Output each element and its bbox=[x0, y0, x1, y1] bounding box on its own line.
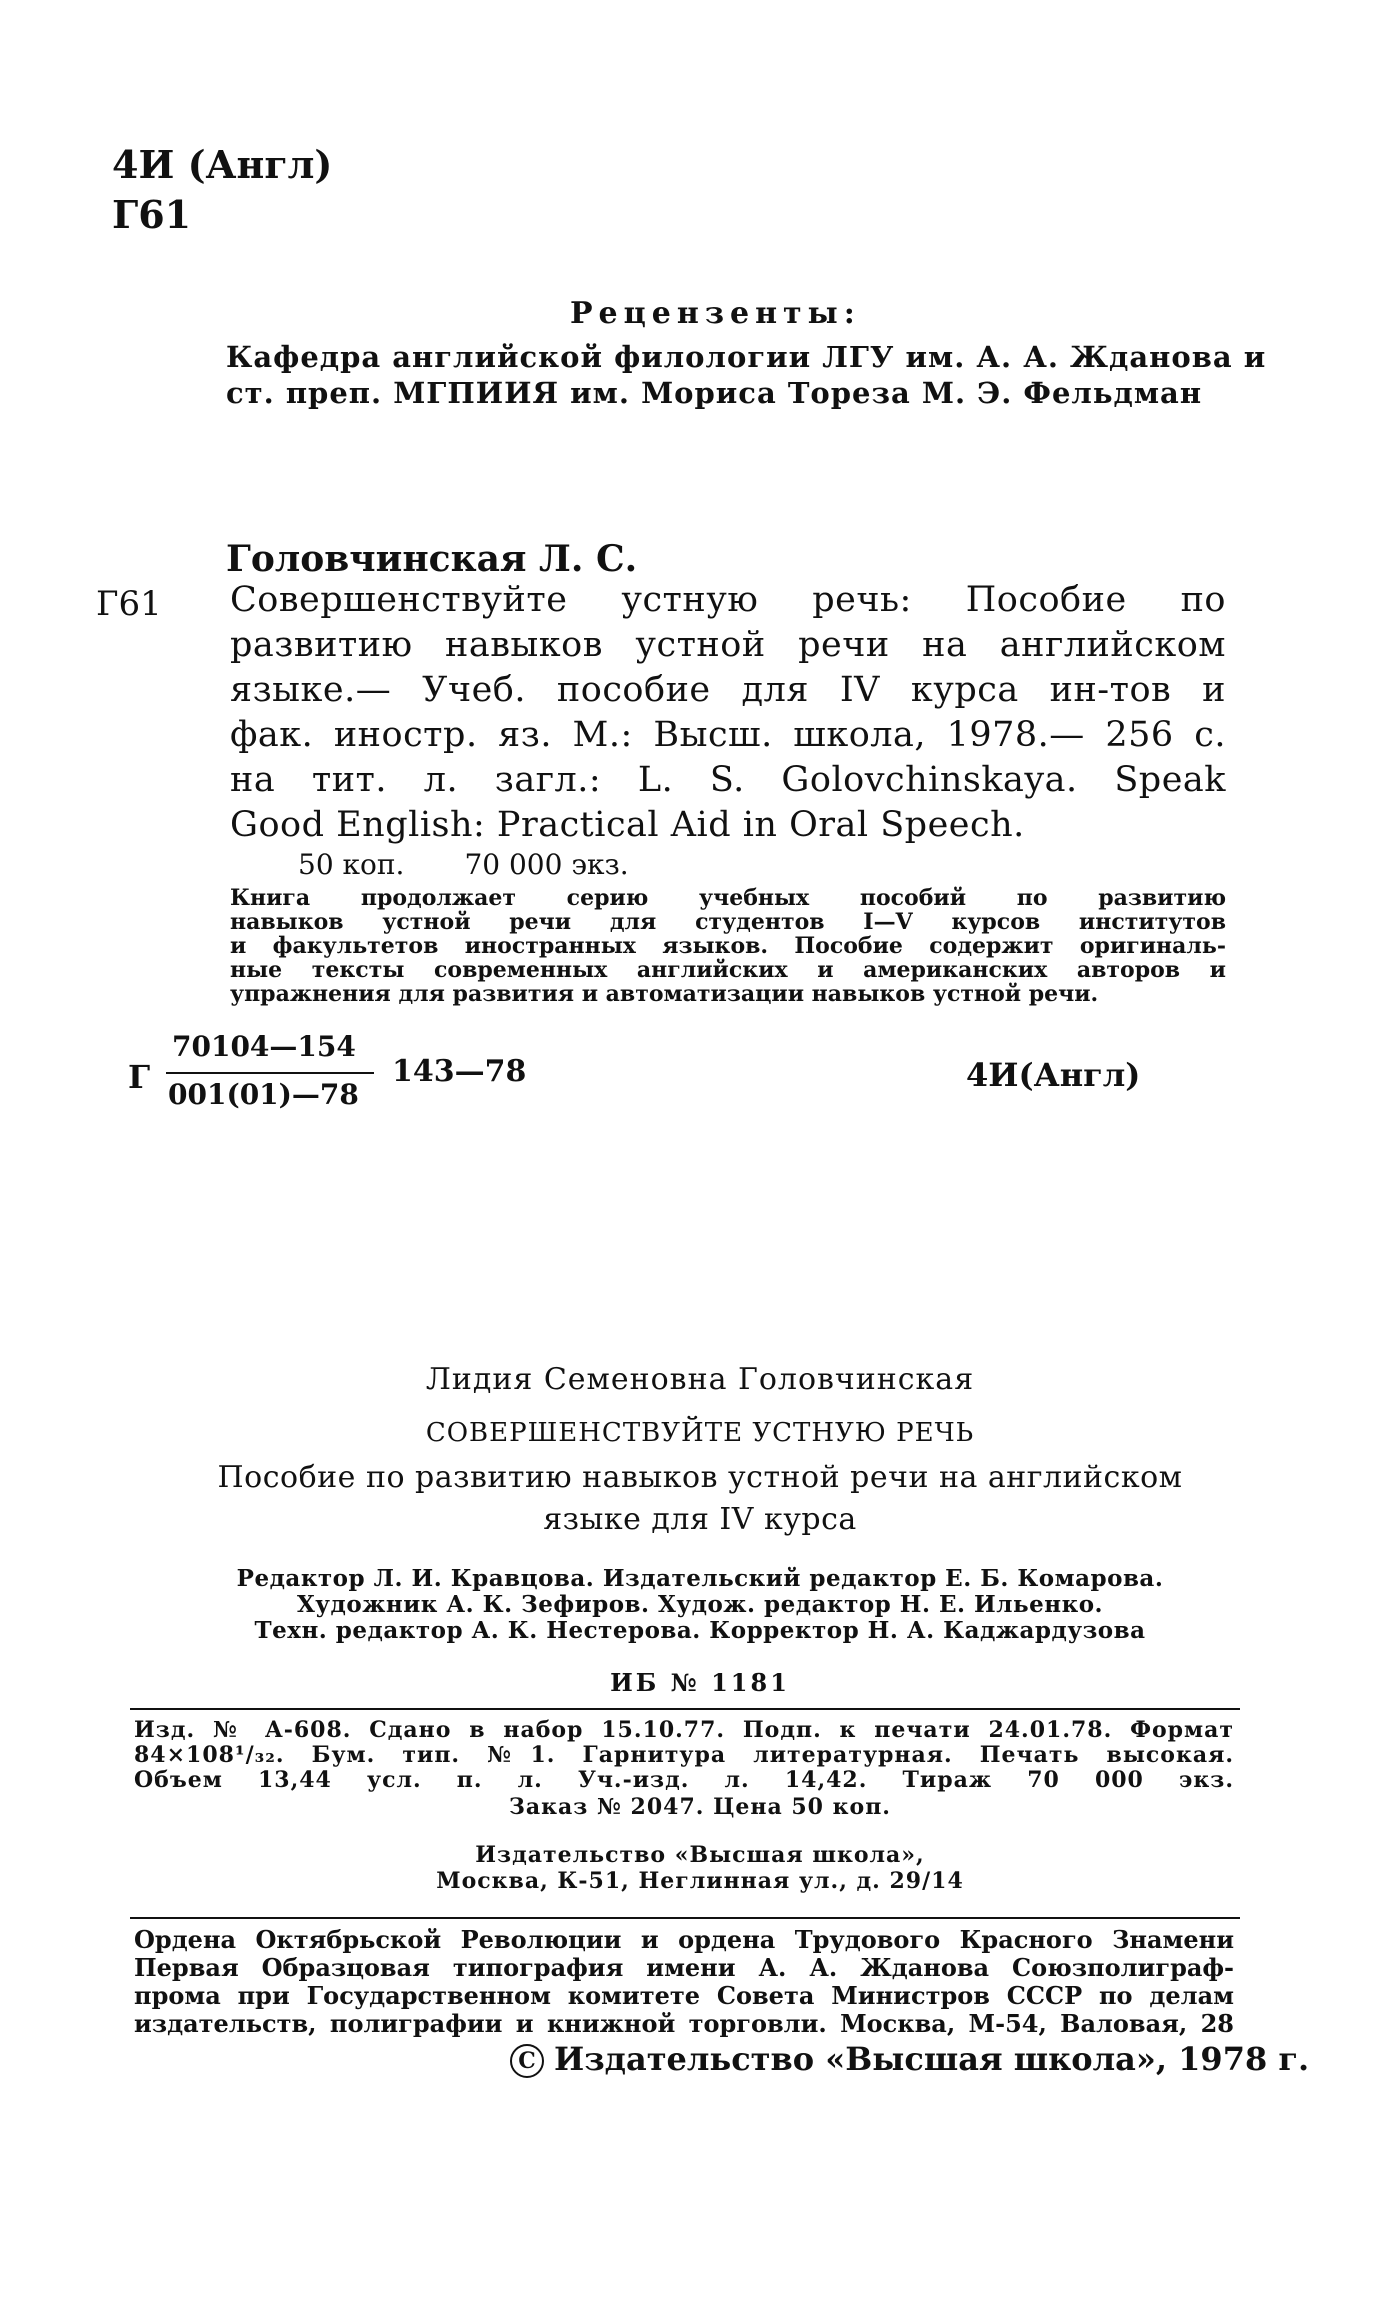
reviewers-heading: Рецензенты: bbox=[570, 296, 861, 331]
printer-line: прома при Государственном комитете Совета Министров СССР по делам bbox=[134, 1981, 1234, 2010]
fraction-letter: Г bbox=[128, 1058, 151, 1096]
card-abstract-line: навыков устной речи для студентов I—V курсов институтов bbox=[230, 909, 1226, 935]
card-description-line: развитию навыков устной речи на английском bbox=[230, 625, 1226, 665]
card-description-line: языке.— Учеб. пособие для IV курса ин-тов и bbox=[230, 670, 1226, 710]
ib-number: ИБ № 1181 bbox=[610, 1668, 790, 1697]
card-abstract-line: Книга продолжает серию учебных пособий по развитию bbox=[230, 885, 1226, 911]
copyright-text: Издательство «Высшая школа», 1978 г. bbox=[554, 2040, 1310, 2078]
publisher-line-2: Москва, К-51, Неглинная ул., д. 29/14 bbox=[436, 1868, 964, 1894]
card-price-line bbox=[298, 848, 629, 881]
card-code: Г61 bbox=[96, 584, 162, 624]
card-abstract-line: ные тексты современных английских и американских авторов и bbox=[230, 957, 1226, 983]
imprint-credits-line-3: Техн. редактор А. К. Нестерова. Корректор Н. А. Каджардузова bbox=[254, 1617, 1146, 1644]
card-description-line: Совершенствуйте устную речь: Пособие по bbox=[230, 580, 1226, 620]
imprint-subtitle-line-2: языке для IV курса bbox=[543, 1502, 857, 1537]
card-abstract-line: упражнения для развития и автоматизации навыков устной речи. bbox=[230, 981, 1099, 1007]
reviewers-line-1: Кафедра английской филологии ЛГУ им. А. А. Жданова и bbox=[226, 340, 1267, 374]
author-mark: Г61 bbox=[112, 192, 192, 237]
imprint-credits-line-2: Художник А. К. Зефиров. Худож. редактор Н. Е. Ильенко. bbox=[296, 1591, 1104, 1618]
card-author: Головчинская Л. С. bbox=[226, 538, 638, 580]
technical-line: Объем 13,44 усл. п. л. Уч.-изд. л. 14,42. Тираж 70 000 экз. bbox=[134, 1767, 1234, 1793]
card-description-line: Good English: Practical Aid in Oral Speech. bbox=[230, 805, 1025, 845]
classification-code: 4И (Англ) bbox=[112, 142, 333, 187]
fraction-number: 143—78 bbox=[392, 1054, 527, 1089]
card-price: 50 коп. bbox=[298, 848, 405, 881]
card-print-run: 70 000 экз. bbox=[464, 848, 629, 881]
printer-line: Первая Образцовая типография имени А. А. Жданова Союзполиграф- bbox=[134, 1953, 1234, 1982]
printer-line: Ордена Октябрьской Революции и ордена Трудового Красного Знамени bbox=[134, 1925, 1234, 1954]
card-abstract-line: и факультетов иностранных языков. Пособие содержит оригиналь- bbox=[230, 933, 1226, 959]
technical-line: Изд. № А-608. Сдано в набор 15.10.77. Подп. к печати 24.01.78. Формат bbox=[134, 1717, 1234, 1743]
fraction-numerator: 70104—154 bbox=[172, 1030, 356, 1063]
fraction-classification: 4И(Англ) bbox=[966, 1056, 1141, 1094]
printer-line: издательств, полиграфии и книжной торговли. Москва, М-54, Валовая, 28 bbox=[134, 2009, 1234, 2038]
fraction-bar bbox=[166, 1072, 374, 1074]
divider bbox=[130, 1917, 1240, 1919]
imprint-credits-line-1: Редактор Л. И. Кравцова. Издательский редактор Е. Б. Комарова. bbox=[236, 1565, 1164, 1592]
copyright-icon: C bbox=[510, 2044, 544, 2078]
imprint-subtitle-line-1: Пособие по развитию навыков устной речи на английском bbox=[217, 1460, 1183, 1495]
reviewers-line-2: ст. преп. МГПИИЯ им. Мориса Тореза М. Э. Фельдман bbox=[226, 376, 1203, 410]
publisher-line-1: Издательство «Высшая школа», bbox=[475, 1842, 925, 1868]
imprint-title: СОВЕРШЕНСТВУЙТЕ УСТНУЮ РЕЧЬ bbox=[425, 1418, 975, 1448]
imprint-author: Лидия Семеновна Головчинская bbox=[425, 1362, 975, 1397]
order-line: Заказ № 2047. Цена 50 коп. bbox=[509, 1794, 891, 1820]
card-description-line: на тит. л. загл.: L. S. Golovchinskaya. Speak bbox=[230, 760, 1226, 800]
copyright-line bbox=[510, 2040, 1309, 2078]
divider bbox=[130, 1708, 1240, 1710]
card-description-line: фак. иностр. яз. М.: Высш. школа, 1978.— 256 с. bbox=[230, 715, 1226, 755]
technical-line: 84×108¹/₃₂. Бум. тип. №1. Гарнитура литературная. Печать высокая. bbox=[134, 1742, 1234, 1768]
fraction-denominator: 001(01)—78 bbox=[168, 1078, 359, 1111]
